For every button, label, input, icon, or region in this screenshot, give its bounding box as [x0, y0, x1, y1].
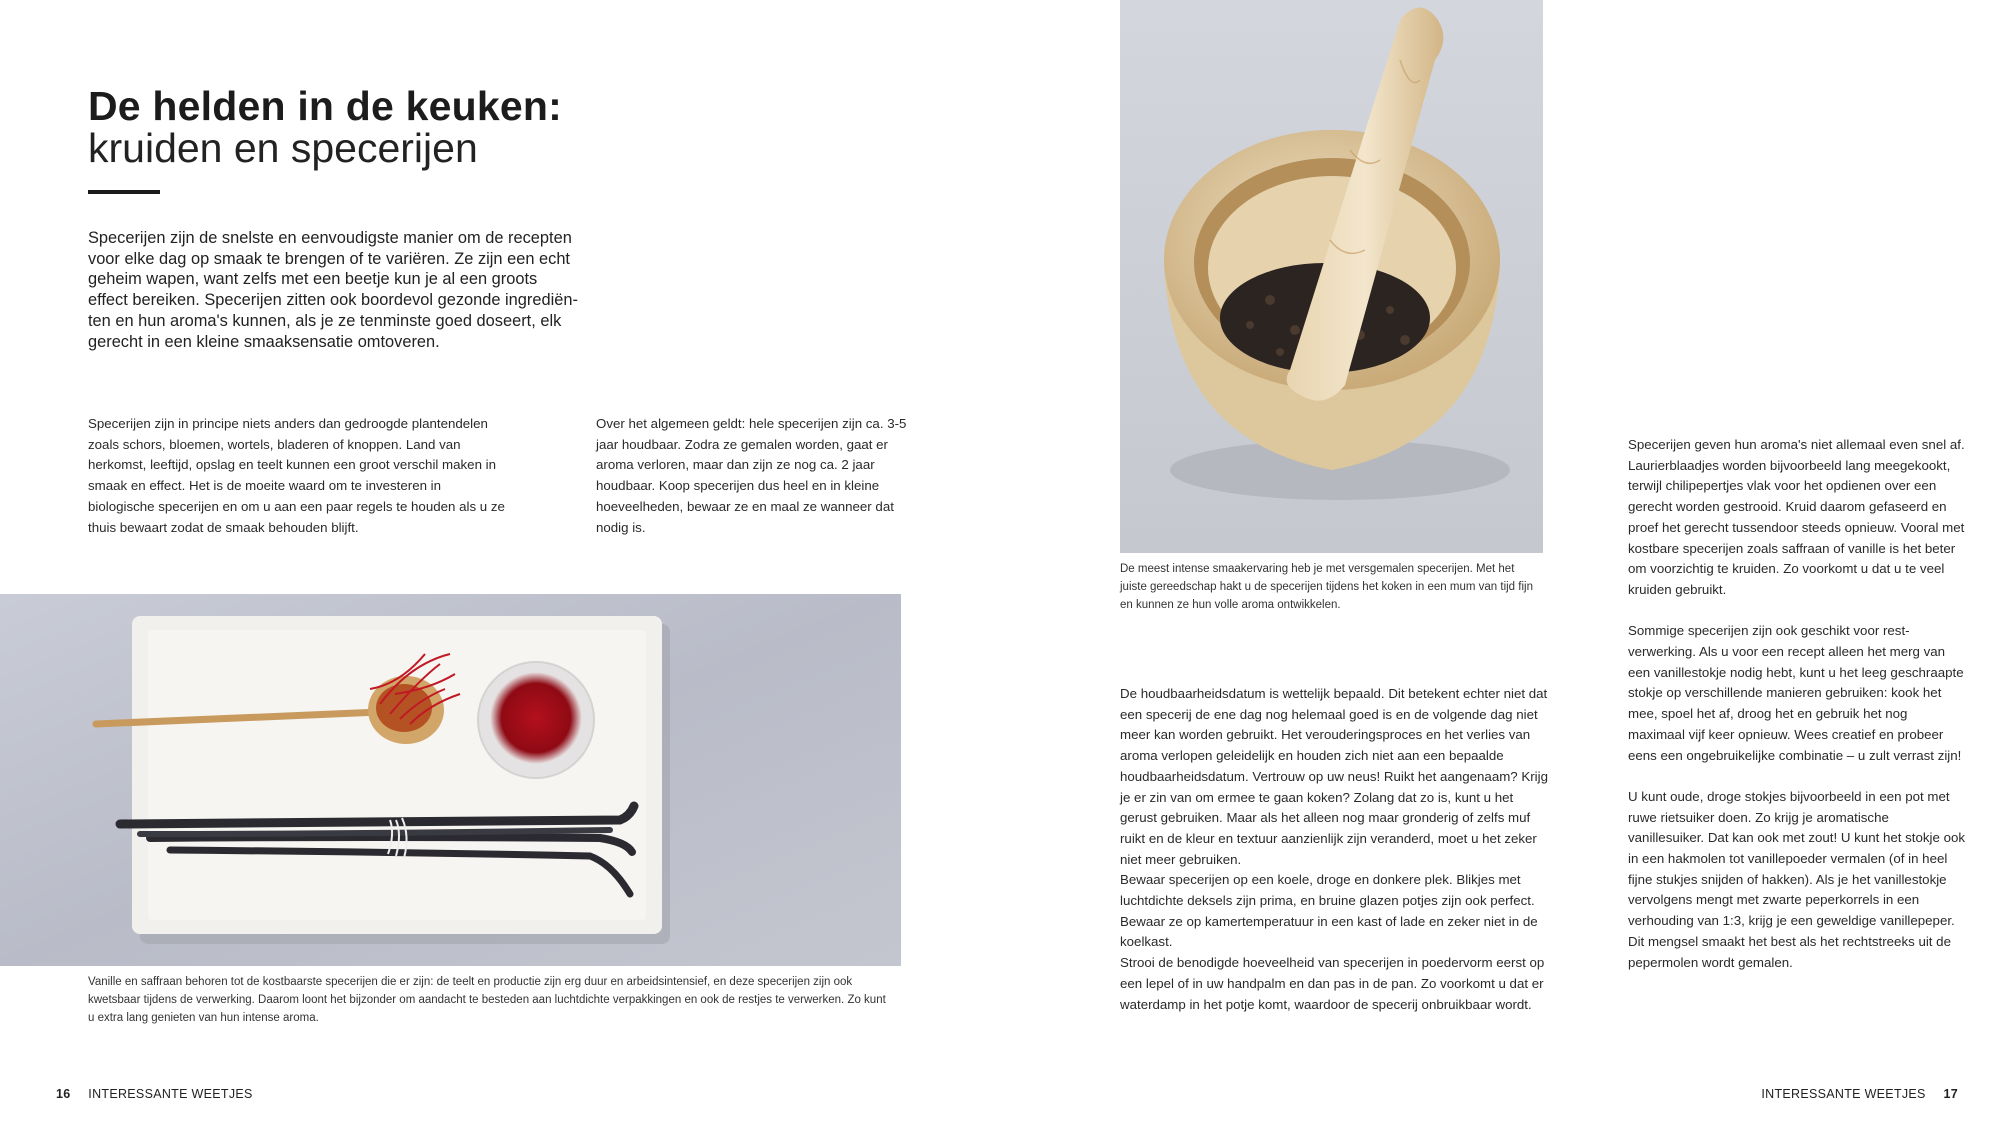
column3-paragraph-1: De houdbaarheidsdatum is wettelijk bepaald. Dit betekent echter niet dat een specerij de ene dag nog helemaal goed is en de volgende dag niet meer kan worden gebruikt. Het verouderingsproces en het verlies van aroma verlopen geleidelijk en houden zich niet aan een bepaalde houdbaarheidsdatum. Vertrouw op uw neus! Ruikt het aangenaam? Krijg je er zin van om ermee te gaan koken? Zolang dat zo is, kunt u het gerust gebruiken. Maar als het alleen nog maar gronderig of zelfs muf ruikt en de kleur en textuur aanzienlijk zijn veranderd, moet u het zeker niet meer gebruiken.	[1120, 686, 1548, 867]
body-column-2: Over het algemeen geldt: hele specerijen zijn ca. 3-5 jaar houdbaar. Zodra ze gemalen worden, gaat er aroma verloren, maar dan zijn ze nog ca. 2 jaar houdbaar. Koop specerijen dus heel en in kleine hoeveelheden, bewaar ze en maal ze wanneer dat nodig is.	[596, 416, 907, 535]
body-column-4	[1628, 435, 1968, 994]
title-underline	[88, 190, 160, 194]
left-section-label: INTERESSANTE WEETJES	[88, 1087, 253, 1101]
left-page-number: 16	[56, 1087, 71, 1101]
column4-paragraph-1: Specerijen geven hun aroma's niet allemaal even snel af. Laurierblaadjes worden bijvoorbeeld lang meegekookt, terwijl chilipepertjes vlak voor het opdienen over een gerecht worden gestrooid. Kruid daarom gefaseerd en proef het gerecht tussendoor steeds opnieuw. Vooral met kostbare specerijen zoals saffraan of vanille is het beter om voorzichtig te kruiden. Zo voorkomt u dat u te veel kruiden gebruikt.	[1628, 437, 1965, 597]
mortar-pestle-photo	[1120, 0, 1543, 553]
body-column-1: Specerijen zijn in principe niets anders dan gedroogde plantendelen zoals schors, bloemen, wortels, bladeren of knoppen. Land van herkomst, leeftijd, opslag en teelt kunnen een groot verschil maken in smaak en effect. Het is de moeite waard om te investeren in biologische specerijen en om u aan een paar regels te houden als u ze thuis bewaart zodat de smaak behouden blijft.	[88, 416, 505, 535]
column3-paragraph-3: Strooi de benodigde hoeveelheid van specerijen in poedervorm eerst op een lepel of in uw handpalm en dan pas in de pan. Zo voorkomt u dat er waterdamp in het potje komt, waardoor de specerij onbruikbaar wordt.	[1120, 955, 1545, 1012]
body-column-3	[1120, 684, 1550, 1015]
right-footer	[1761, 1087, 1958, 1101]
right-section-label: INTERESSANTE WEETJES	[1761, 1087, 1926, 1101]
page-title-subtitle: kruiden en specerijen	[88, 125, 478, 171]
left-footer	[56, 1087, 253, 1101]
column4-paragraph-3: U kunt oude, droge stokjes bijvoorbeeld in een pot met ruwe rietsuiker doen. Zo krijg je aromatische vanillesuiker. Dat kan ook met zout! U kunt het stokje ook in een hakmolen tot vanillepoeder vermalen (of in heel fijne stukjes snijden of hakken). Als je het vanillestokje vervolgens mengt met zwarte peperkorrels in een verhouding van 1:3, krijg je een geweldige vanillepeper. Dit mengsel smaakt het best als het rechtstreeks uit de pepermolen wordt gemalen.	[1628, 788, 1966, 970]
left-photo-caption: Vanille en saffraan behoren tot de kostbaarste specerijen die er zijn: de teelt en productie zijn erg duur en arbeidsintensief, en deze specerijen zijn ook kwetsbaar tijdens de verwerking. Daarom loont het bijzonder om aandacht te besteden aan luchtdichte verpakkingen en ook de restjes te verwerken. Zo kunt u extra lang genieten van hun intense aroma.	[88, 976, 886, 1024]
right-photo-caption: De meest intense smaakervaring heb je met versgemalen specerijen. Met het juiste gereedschap hakt u de specerijen tijdens het koken in een mum van tijd fijn en kunnen ze hun volle aroma ontwikkelen.	[1120, 563, 1533, 611]
page-title-bold: De helden in de keuken:	[88, 83, 562, 129]
intro-paragraph: Specerijen zijn de snelste en eenvoudigste manier om de recepten voor elke dag op smaak te brengen of te variëren. Ze zijn een echt geheim wapen, want zelfs met een beetje kun je al een groots effect bereiken. Specerijen zitten ook boordevol gezonde ingrediënten en hun aroma's kunnen, als je ze tenminste goed doseert, elk gerecht in een kleine smaaksensatie omtoveren.	[88, 229, 578, 351]
vanilla-saffron-photo	[0, 594, 901, 966]
column4-paragraph-2: Sommige specerijen zijn ook geschikt voor restverwerking. Als u voor een recept alleen het merg van een vanillestokje nodig hebt, kunt u het leeg geschraapte stokje op verschillende manieren gebruiken: kook het mee, spoel het af, droog het en gebruik het nog maximaal vijf keer opnieuw. Wees creatief en probeer eens een ongebruikelijke combinatie – u zult verrast zijn!	[1628, 623, 1964, 763]
right-page-number: 17	[1943, 1087, 1958, 1101]
column3-paragraph-2: Bewaar specerijen op een koele, droge en donkere plek. Blikjes met luchtdichte deksels zijn prima, en bruine glazen potjes zijn ook perfect. Bewaar ze op kamertemperatuur in een kast of lade en zeker niet in de koelkast.	[1120, 872, 1538, 950]
